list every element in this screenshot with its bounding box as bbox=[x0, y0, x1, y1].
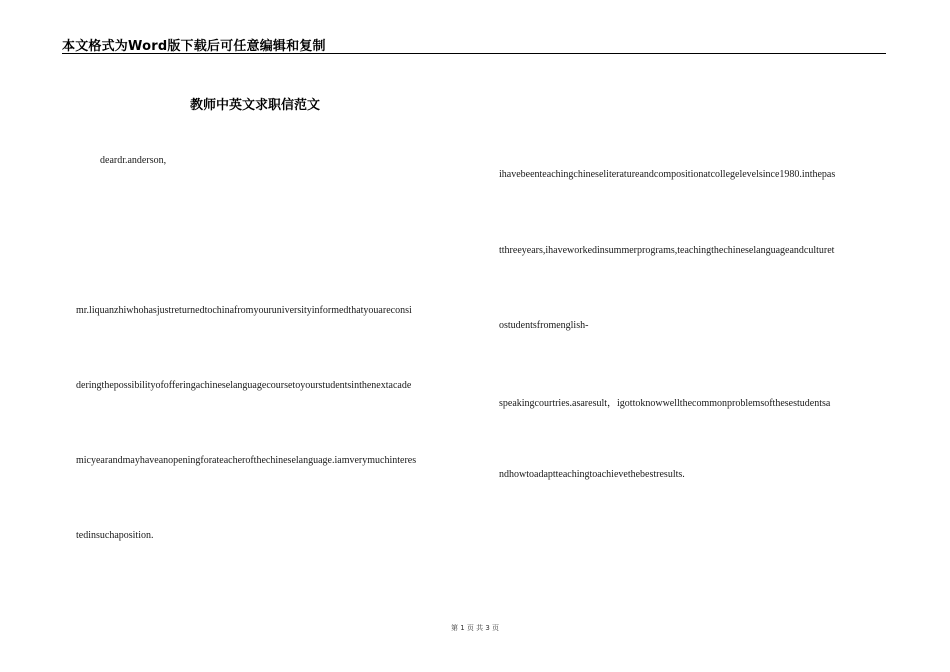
left-text-line: mr.liquanzhiwhohasjustreturnedtochinafromyouruniversityinformedthatyouareconsi bbox=[76, 305, 412, 316]
left-text-line: micyearandmayhaveanopeningforateacherofthechineselanguage.iamverymuchinteres bbox=[76, 455, 417, 466]
right-text-line: ostudentsfromenglish- bbox=[499, 320, 589, 331]
right-text-line: ndhowtoadaptteachingtoachievethebestresults. bbox=[499, 469, 685, 480]
header-divider bbox=[62, 53, 886, 54]
right-text-line: speakingcourtries.asaresult，igottoknowwellthecommonproblemsofthesestudentsa bbox=[499, 398, 831, 409]
left-text-line: tedinsuchaposition. bbox=[76, 530, 154, 541]
document-header: 本文格式为Word版下载后可任意编辑和复制 bbox=[62, 39, 326, 54]
page-number: 第 1 页 共 3 页 bbox=[450, 624, 500, 632]
document-title: 教师中英文求职信范文 bbox=[190, 98, 321, 113]
left-text-line: deringthepossibilityofofferingachineselanguagecoursetoyourstudentsinthenextacade bbox=[76, 380, 412, 391]
right-text-line: ihavebeenteachingchineseliteratureandcompositionatcollegelevelsince1980.inthepas bbox=[499, 169, 836, 180]
right-text-line: tthreeyears,ihaveworkedinsummerprograms,teachingthechineselanguageandculturet bbox=[499, 245, 835, 256]
left-text-line: deardr.anderson, bbox=[100, 155, 167, 166]
